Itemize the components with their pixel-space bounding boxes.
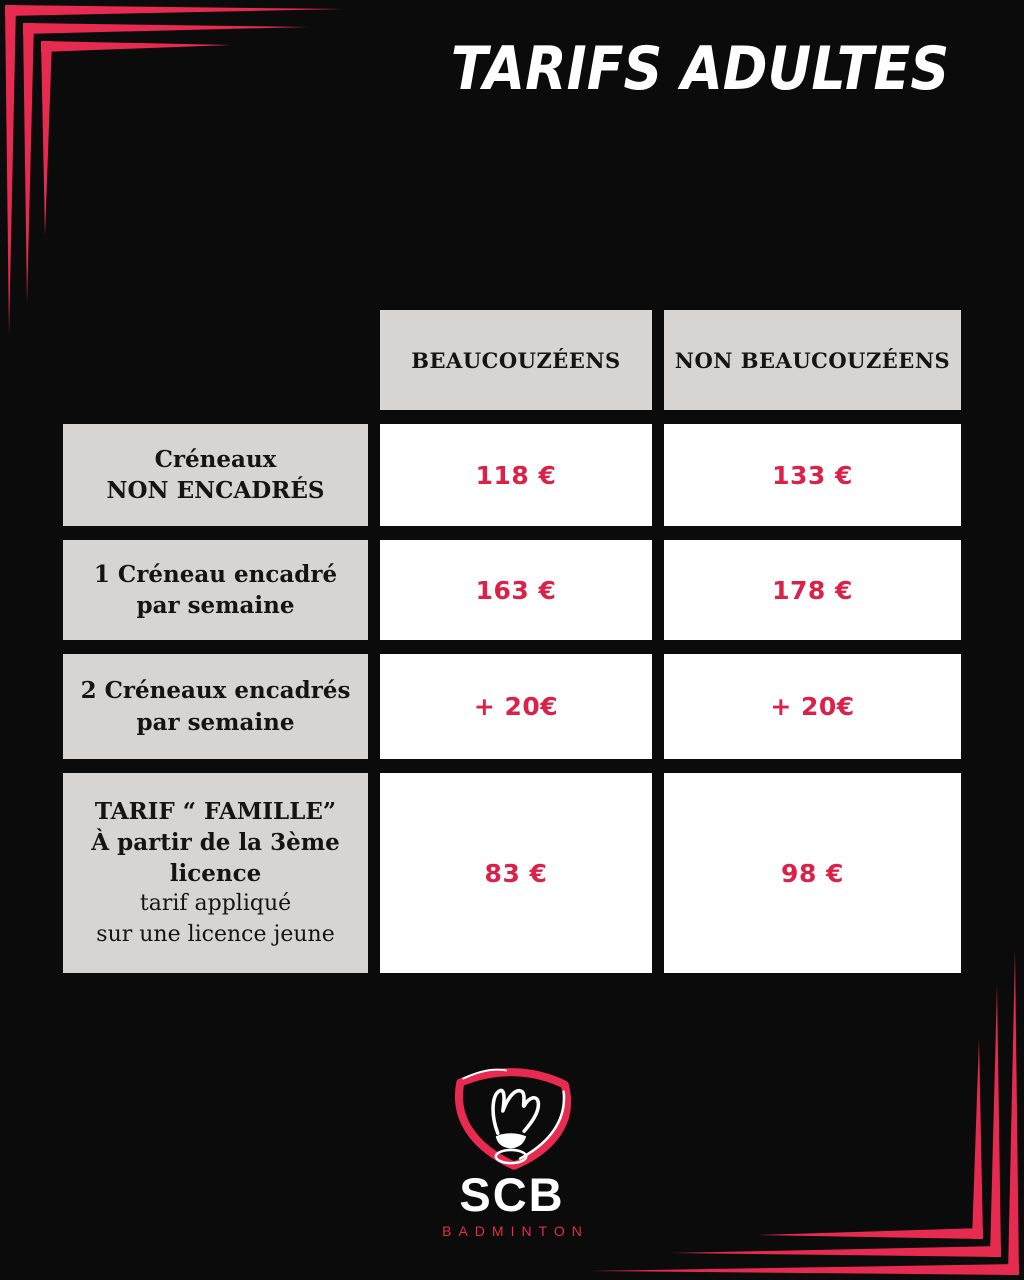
pricing-table (63, 310, 961, 973)
row-label-line: TARIF “ FAMILLE” (94, 797, 337, 825)
logo-name: SCB (459, 1168, 565, 1221)
row-label-line: À partir de la 3ème (91, 828, 340, 856)
price-cell (380, 773, 652, 973)
row-label-creneaux-non-encadres (63, 424, 368, 526)
price-value: 83 € (484, 858, 548, 888)
price-cell (664, 540, 961, 640)
price-cell (664, 424, 961, 526)
price-value: 98 € (781, 858, 844, 888)
row-label-line: NON ENCADRÉS (106, 477, 325, 504)
row-label-line: tarif appliqué (139, 890, 292, 916)
row-label-line: par semaine (136, 708, 295, 736)
row-label-line: par semaine (136, 592, 295, 619)
page-title: TARIFS ADULTES (450, 34, 950, 104)
row-label-line: licence (169, 859, 262, 887)
row-label-1-creneau-encadre (63, 540, 368, 640)
price-cell (664, 654, 961, 759)
row-label-line: sur une licence jeune (96, 921, 335, 947)
price-value: + 20€ (473, 692, 559, 721)
price-cell (664, 773, 961, 973)
row-label-2-creneaux-encadres (63, 654, 368, 759)
price-cell (380, 540, 652, 640)
price-value: 133 € (772, 460, 853, 490)
price-cell (380, 424, 652, 526)
price-value: + 20€ (770, 692, 855, 721)
column-header-non-beaucouzeens: NON BEAUCOUZÉENS (664, 310, 961, 410)
logo-subtitle: BADMINTON (442, 1223, 589, 1240)
price-value: 178 € (772, 575, 853, 605)
row-label-tarif-famille (63, 773, 368, 973)
shield-shuttlecock-icon (436, 1060, 588, 1172)
row-label-line: 1 Créneau encadré (93, 560, 338, 588)
price-value: 118 € (475, 460, 557, 490)
price-value: 163 € (475, 575, 557, 605)
price-cell (380, 654, 652, 759)
row-label-line: 2 Créneaux encadrés (80, 677, 351, 705)
column-header-beaucouzeens: BEAUCOUZÉENS (380, 310, 652, 410)
club-logo (0, 1060, 1024, 1239)
row-label-line: Créneaux (154, 445, 277, 473)
